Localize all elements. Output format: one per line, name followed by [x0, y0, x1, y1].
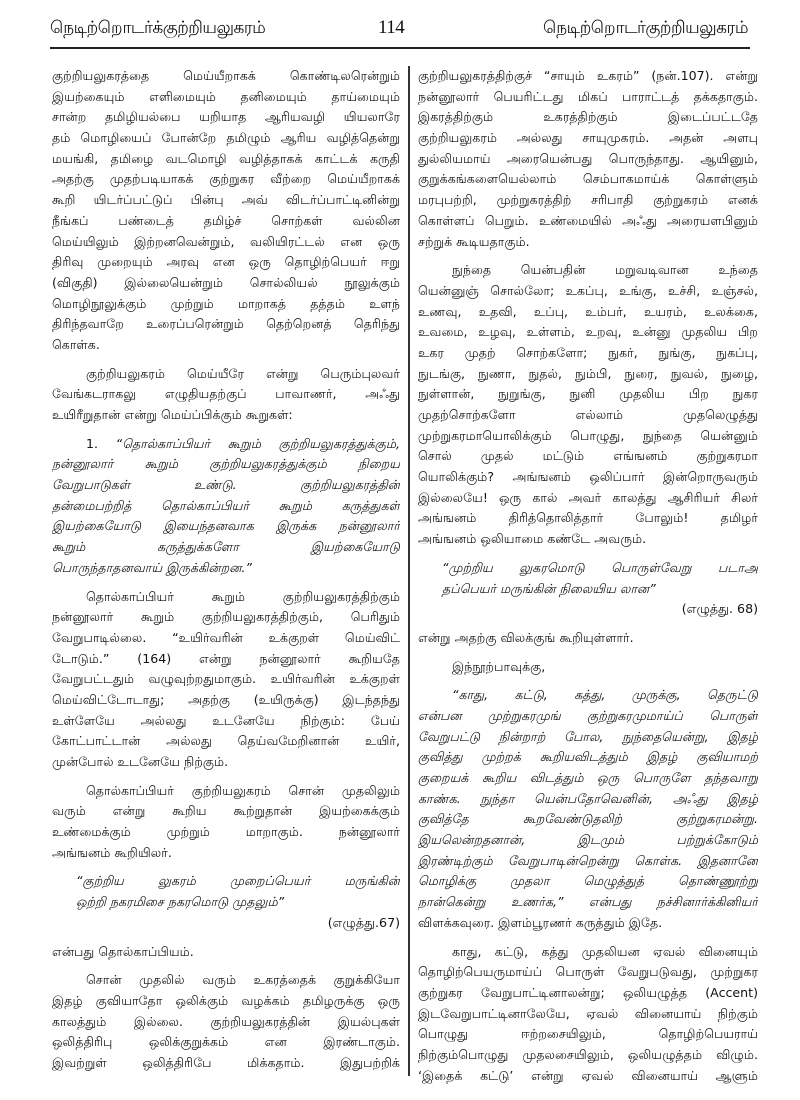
text-line: குற்றியலுகரத்திற்குச் “சாயும் உகரம்” (நன்.107). என்று [418, 68, 758, 83]
text-line: வரும் என்று கூறிய கூற்றுதான் இயற்கைக்கும் [52, 803, 400, 819]
paragraph [418, 260, 758, 550]
text-line: சான்ற தமிழியல்பை யறியாத ஆரியவழி யியலாரே [52, 109, 400, 125]
text-line: மெய்விட்டோடாது; அதற்கு (உயிருக்கு) இடந்தந்து [52, 691, 400, 707]
paragraph-gap [52, 773, 400, 781]
text-line: குற்றுகர வேறுபாட்டினாலன்று; ஒலியழுத்த (Accent) [418, 984, 758, 1000]
text-line: மெய்யிலும் இற்றனவென்றும், வலியிரட்டல் என ஒரு [52, 233, 400, 249]
text-line: அங்ஙனம் திரித்தொலித்தார் போலும்! தமிழர் [418, 510, 758, 526]
text-line: வேங்கடராகலு எழுதியதற்குப் பாவாணர், அஃது [52, 386, 400, 402]
citation-reference: (எழுத்து. 68) [681, 601, 758, 617]
text-line: குற்றியலுகரம் மெய்யீரே என்று பெரும்புலவர் [86, 365, 400, 381]
text-line: துல்லியமாய் அரையென்பது பொருந்தாது. ஆயினும், [418, 150, 758, 166]
text-line: கோட்பாட்டான் அல்லது தெய்வமேறினான் உயிர், [52, 733, 400, 749]
text-line: நான்கென்று உணர்க,” என்பது நச்சினார்க்கினியர் [418, 894, 758, 910]
text-line: கூறும் கருத்துக்களோ இயற்கையோடு [52, 539, 400, 555]
paragraph-gap [418, 649, 758, 657]
running-title-right: நெடிற்றொடர்குற்றியலுகரம் [543, 18, 748, 38]
text-line: தன்மைபற்றித் தொல்காப்பியர் கூறும் கருத்துகள் [52, 497, 400, 513]
paragraph-gap [418, 934, 758, 942]
paragraph [52, 434, 400, 579]
paragraph [52, 970, 400, 1073]
text-line: வேறுபட்டு நின்றாற் போல, நுந்தையென்று, இதழ் [418, 728, 758, 744]
text-line: நிற்கும்பொழுது முதலசையிலும், ஒலியழுத்தம் விழும். [418, 1046, 758, 1062]
paragraph-gap [418, 620, 758, 628]
paragraph [52, 781, 400, 864]
text-line: காலத்தும் இல்லை. குற்றியலுகரத்தின் இயல்புகள் [52, 1013, 400, 1029]
text-line: என்பன முற்றுகரமுங் குற்றுகரமுமாய்ப் பொருள் [418, 707, 758, 723]
text-line: சற்றுக் கூடியதாகும். [418, 233, 530, 249]
text-line: தொல்காப்பியர் கூறும் குற்றியலுகரத்திற்கும் [86, 588, 400, 604]
text-line: இல்லையே! ஒரு கால் அவர் காலத்து ஆசிரியர் சிலர் [418, 489, 758, 505]
text-line: திரிந்தவாறே உரைப்பரென்றும் தெற்றெனத் தெரிந்து [52, 316, 400, 332]
text-line: தம் மொழியைப் போன்றே தமிழும் ஆரிய வழித்தென்று [52, 130, 400, 146]
text-line: தொழிற்பெயருமாய்ப் பொருள் வேறுபடுவது, முற்றுகர [418, 964, 758, 980]
text-line: இவற்றுள் ஒலித்திரிபே மிக்கதாம். இதுபற்றிக் [52, 1054, 400, 1070]
text-line: (விகுதி) இல்லையென்றும் சொல்லியல் நூலுக்கும் [52, 274, 400, 290]
quotation [418, 558, 758, 620]
text-line: குறையக் கூறிய விடத்தும் ஒரு பொருளே தந்தவாறு [418, 770, 758, 785]
text-line: நன்னூலார் கூறும் குற்றியலுகரத்துக்கும் நிறைய [52, 456, 400, 472]
text-line: குற்றியலுகரத்தை மெய்யீறாகக் கொண்டிலரென்றும் [52, 68, 400, 83]
text-line: சொல் முதல் மட்டும் எங்ஙனம் குற்றுகரமா [418, 448, 758, 464]
page-number: 114 [378, 17, 405, 38]
text-line: “காது, கட்டு, கத்து, முருக்கு, தெருட்டு [452, 687, 758, 703]
text-line: நுந்தை யென்பதின் மறுவடிவான உந்தை [452, 262, 758, 278]
text-line: கொள்க. [52, 336, 100, 352]
quotation [52, 871, 400, 933]
text-line: உயிரீறுதான் என்று மெய்ப்பிக்கும் கூறுகள்: [52, 407, 293, 422]
paragraph-gap [418, 677, 758, 685]
text-line: யென்னுஞ் சொல்லோ; உகப்பு, உங்கு, உச்சி, உஞ்சல், [418, 282, 758, 298]
text-line: சொன் முதலில் வரும் உகரத்தைக் குறுக்கியோ [86, 972, 400, 988]
text-line: ஒலித்திரிபு ஒலிக்குறுக்கம் என இரண்டாகும். [52, 1034, 400, 1050]
text-line: டோடும்.” (164) என்று நன்னூலார் கூறியதே [52, 650, 400, 666]
text-line: இயலென்றதனான், இடமும் பற்றுக்கோடும் [418, 832, 758, 848]
text-line: கொள்ளப் பெறும். உண்மையில் அஃது அரையளபினும் [418, 212, 758, 228]
text-line: உணவு, உதவி, உப்பு, உம்பர், உயரம், உலக்கை, [418, 303, 758, 319]
text-line: யொலிக்கும்? அங்ஙனம் ஒலிப்பார் இன்றொருவரும் [418, 469, 758, 485]
text-line: இயற்கையோடு இயைந்தனவாக இருக்க நன்னூலார் [52, 518, 400, 534]
paragraph-gap [52, 426, 400, 434]
text-line: இகரத்திற்கும் உகரத்திற்கும் இடைப்பட்டதே [418, 109, 758, 125]
paragraph-gap [52, 579, 400, 587]
paragraph [418, 628, 758, 649]
text-line: இடவேறுபாட்டினாலேயே, ஏவல் வினையாய் நிற்கும் [418, 1005, 758, 1021]
text-line: ஒற்றி நகரமிசை நகரமொடு முதலும்” [76, 894, 285, 910]
column-divider [408, 66, 410, 1076]
text-line: பொழுது ஈற்றசையிலும், தொழிற்பெயராய் [418, 1026, 758, 1042]
text-line: நன்னூலார் கூறும் குற்றியலுகரத்திற்கும், பெரிதும் [52, 609, 400, 625]
paragraph [52, 66, 400, 356]
paragraph [418, 942, 758, 1087]
text-line: மொழிநூலுக்கும் முற்றும் மாறாகத் தத்தம் உளந் [52, 295, 400, 311]
header-rule [50, 47, 750, 49]
text-line: மயங்கி, தமிழை வடமொழி வழித்தாகக் காட்டக் கருதி [52, 150, 400, 166]
running-title-left: நெடிற்றொடர்க்குற்றியலுகரம் [50, 18, 266, 38]
text-line: அதற்கு முதற்படியாகக் குற்றுகர வீற்றை மெய்யீறாகக் [52, 171, 400, 187]
text-line: “முற்றிய லுகரமொடு பொருள்வேறு படாஅ [442, 559, 758, 575]
paragraph [418, 657, 758, 678]
text-line: முதற்சொற்களோ எல்லாம் முதலெழுத்து [418, 407, 758, 422]
text-line: காண்க. நுந்தா யென்பதோவெனின், அஃது இதழ் [418, 790, 758, 806]
text-line: குற்றியலுகரம் அல்லது சாயுமுகரம். அதன் அளபு [418, 130, 758, 146]
text-line: பொருந்தாதனவாய் இருக்கின்றன.” [52, 559, 252, 575]
paragraph [52, 364, 400, 426]
paragraph-gap [52, 863, 400, 871]
text-line: மரபுபற்றி, முற்றுகரத்திற் சரிபாதி குற்றுகரம் எனக் [418, 192, 758, 208]
text-line: உள்ளேயே அல்லது உடனேயே நிற்கும்: பேய் [52, 712, 400, 728]
text-line: இந்நூற்பாவுக்கு, [452, 658, 546, 674]
paragraph-gap [418, 252, 758, 260]
text-line: அங்ஙனம் ஒலியாமை கண்டே அவரும். [418, 531, 647, 547]
text-line: விளக்கவுரை. இளம்பூரணர் கருத்தும் இதே. [418, 914, 663, 930]
text-line: தப்பெயர் மருங்கின் நிலையிய லான” [442, 580, 656, 596]
text-line: என்பது தொல்காப்பியம். [52, 943, 194, 959]
paragraph [52, 587, 400, 773]
paragraph [52, 942, 400, 963]
text-line: குவித்து முற்றக் கூறியவிடத்தும் இதழ் குவியாமற் [418, 749, 758, 765]
text-line: வேறுபாடுகள் உண்டு. குற்றியலுகரத்தின் [52, 477, 400, 493]
text-line: இரண்டிற்கும் வேறுபாடின்றென்று கொள்க. இதனானே [418, 852, 758, 868]
text-line: கூறி யிடர்ப்பட்டுப் பின்பு அவ் விடர்ப்பாட்டினின்று [52, 192, 400, 208]
paragraph-gap [52, 934, 400, 942]
text-line: மொழிக்கு முதலா மெழுத்துத் தொண்ணூற்று [418, 873, 758, 889]
text-line: உகர முதற் சொற்களோ; நுகர், நுங்கு, நுகப்பு, [418, 344, 758, 360]
text-line: ‘இதைக் கட்டு’ என்று ஏவல் வினையாய் ஆளும் [418, 1067, 758, 1083]
text-line: திரிவு முறையும் அரவு என ஒரு தொழிற்பெயர் ஈறு [52, 254, 400, 270]
text-line [52, 434, 400, 455]
text-line: உவமை, உழவு, உள்ளம், உறவு, உன்னு முதலிய பிற [418, 324, 758, 340]
text-line: என்று அதற்கு விலக்குங் கூறியுள்ளார். [418, 629, 634, 645]
paragraph-gap [52, 356, 400, 364]
text-line: காது, கட்டு, கத்து முதலியன ஏவல் வினையும் [452, 943, 758, 959]
text-span: “தொல்காப்பியர் கூறும் குற்றியலுகரத்துக்கும், [115, 435, 400, 451]
paragraph [418, 66, 758, 252]
list-number: 1. [86, 435, 116, 451]
citation-reference: (எழுத்து.67) [327, 914, 400, 930]
paragraph [418, 685, 758, 933]
paragraph-gap [52, 962, 400, 970]
text-line: முற்றுகரமாயொலிக்கும் பொழுது, நுந்தை யென்னும் [418, 427, 758, 443]
text-line: வேறுபாடில்லை. “உயிர்வரின் உக்குறள் மெய்விட் [52, 629, 400, 645]
text-line: குறுக்கங்களையெல்லாம் செம்பாகமாய்க் கொள்ளும் [418, 171, 758, 187]
text-line: வேறுபட்டதும் வழுவுற்றதுமாகும். உயிர்வரின் உக்குறள் [52, 671, 400, 687]
text-line: தொல்காப்பியர் குற்றியலுகரம் சொன் முதலிலும் [86, 782, 400, 798]
text-line: நுடங்கு, நுணா, நுதல், நும்பி, நுரை, நுவல், நுழை, [418, 365, 758, 381]
text-line: உண்மைக்கும் முற்றும் மாறாகும். நன்னூலார் [52, 824, 400, 840]
text-line: “குற்றிய லுகரம் முறைப்பெயர் மருங்கின் [76, 873, 400, 889]
text-line: இதழ் குவியாதோ ஒலிக்கும் வழக்கம் தமிழருக்கு ஒரு [52, 992, 400, 1008]
left-column [52, 66, 400, 1074]
text-line: நுள்ளான், நுறுங்கு, நுனி முதலிய பிற நுகர [418, 386, 758, 402]
text-line: நீங்கப் பண்டைத் தமிழ்ச் சொற்கள் வல்லின [52, 212, 400, 228]
text-line: இயற்கையும் எளிமையும் தனிமையும் தாய்மையும் [52, 88, 400, 104]
text-line: நன்னூலார் பெயரிட்டது மிகப் பாராட்டத் தக்கதாகும். [418, 88, 758, 104]
right-column [418, 66, 758, 1086]
paragraph-gap [418, 550, 758, 558]
text-line: குவித்தே கூறவேண்டுதலிற் குற்றுகரமன்று. [418, 811, 758, 827]
text-line: அங்ஙனம் கூறியிலர். [52, 844, 172, 860]
text-line: முன்போல் உடனேயே நிற்கும். [52, 754, 229, 769]
